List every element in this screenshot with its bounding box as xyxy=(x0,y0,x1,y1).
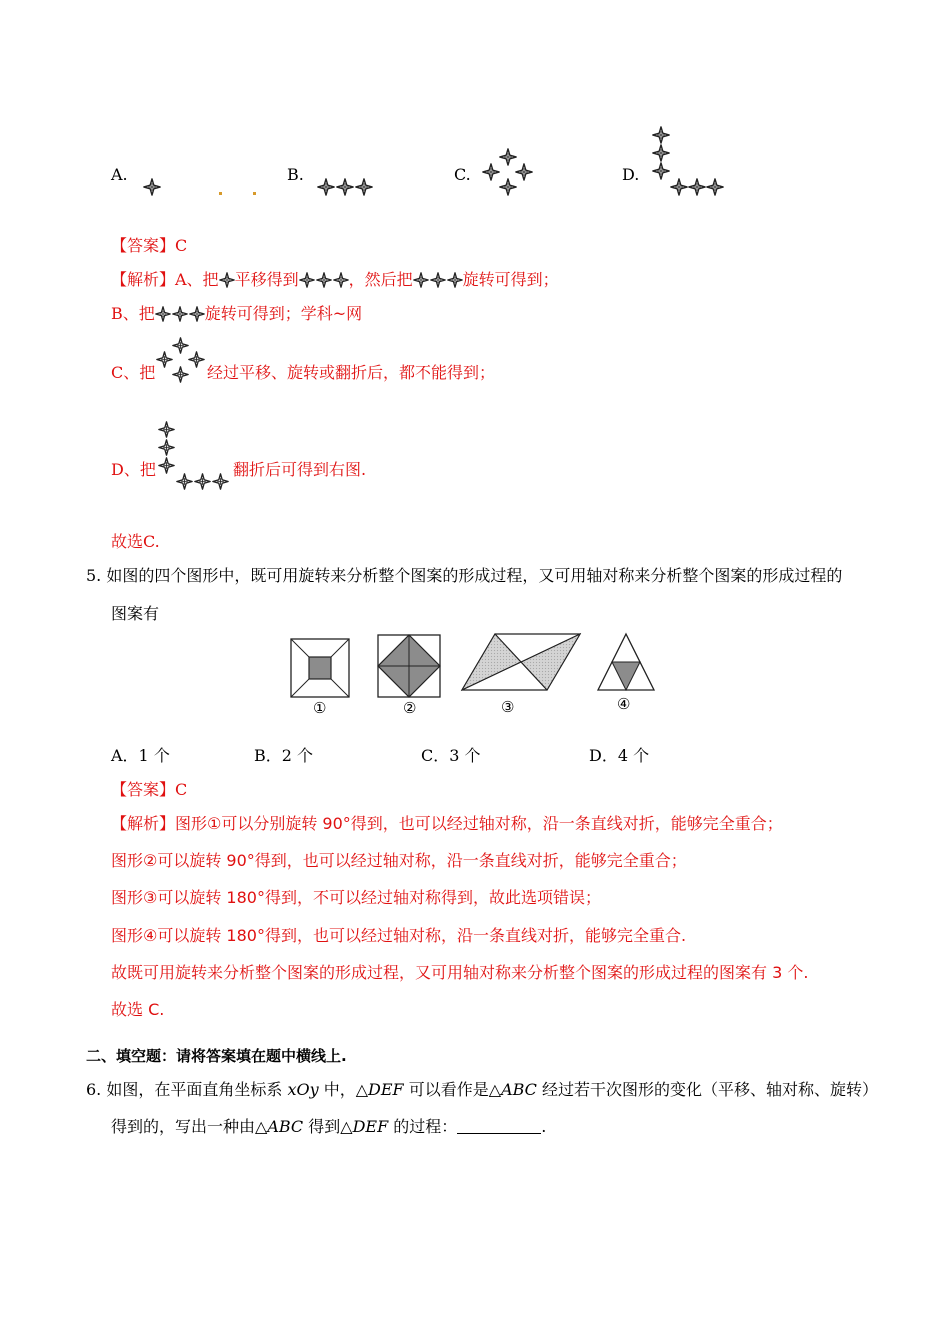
q4-conclusion: 故选C. xyxy=(111,532,160,551)
q4-analysis-c-tail: 经过平移、旋转或翻折后，都不能得到； xyxy=(207,363,496,382)
l-shape-stars-icon xyxy=(652,126,728,198)
q4-option-a-label: A. xyxy=(111,165,128,184)
three-stars-row-icon xyxy=(299,272,349,288)
q5-answer: 【答案】C xyxy=(111,780,188,799)
q5-analysis-line-2: 图形②可以旋转 90°得到，也可以经过轴对称，沿一条直线对折，能够完全重合； xyxy=(111,851,687,870)
figure-2-label: ② xyxy=(403,699,417,717)
figure-2 xyxy=(378,635,440,697)
q5-option-b: B．2 个 xyxy=(254,746,314,765)
star-icon xyxy=(219,272,235,288)
q5-stem-line1: 5. 如图的四个图形中，既可用旋转来分析整个图案的形成过程，又可用轴对称来分析整个图案的形成过程的 xyxy=(86,566,843,585)
q4-analysis-a: 【解析】A、把 平移得到 ，然后把 旋转可得到； xyxy=(111,270,559,289)
q4-analysis-d-tail: 翻折后可得到右图. xyxy=(233,460,367,479)
four-stars-diamond-icon xyxy=(156,337,206,385)
q4-analysis-d-head: D、把 xyxy=(111,460,156,479)
figure-4-label: ④ xyxy=(617,695,631,713)
three-stars-row-icon xyxy=(317,178,375,196)
figure-3-label: ③ xyxy=(501,698,515,716)
section-2-title: 二、填空题：请将答案填在题中横线上. xyxy=(86,1047,347,1065)
three-stars-row-icon xyxy=(413,272,463,288)
q4-analysis-b: B、把 旋转可得到；学科~网 xyxy=(111,304,363,323)
q4-option-c-label: C. xyxy=(454,165,471,184)
q6-line2: 得到的，写出一种由△ABC 得到△DEF 的过程： . xyxy=(111,1117,547,1136)
q5-analysis-line-5: 故既可用旋转来分析整个图案的形成过程，又可用轴对称来分析整个图案的形成过程的图案有 3 个. xyxy=(111,963,809,982)
q5-option-a: A．1 个 xyxy=(111,746,170,765)
three-stars-row-icon xyxy=(155,306,205,322)
q5-analysis-line-1: 【解析】图形①可以分别旋转 90°得到，也可以经过轴对称，沿一条直线对折，能够完全重合； xyxy=(111,814,783,833)
q5-stem-line2: 图案有 xyxy=(111,604,160,623)
q4-option-b-label: B. xyxy=(287,165,304,184)
figure-1 xyxy=(291,639,349,697)
q5-option-d: D．4 个 xyxy=(589,746,650,765)
star-icon xyxy=(143,178,161,196)
l-shape-stars-icon xyxy=(158,421,232,491)
dot-mark xyxy=(253,192,256,195)
q4-analysis-c-head: C、把 xyxy=(111,363,156,382)
figure-1-label: ① xyxy=(313,699,327,717)
four-stars-diamond-icon xyxy=(482,148,534,198)
q5-analysis-line-4: 图形④可以旋转 180°得到，也可以经过轴对称，沿一条直线对折，能够完全重合. xyxy=(111,926,687,945)
q5-analysis-line-6: 故选 C. xyxy=(111,1000,165,1019)
figure-3 xyxy=(462,634,580,690)
q4-option-d-label: D. xyxy=(622,165,640,184)
answer-blank[interactable] xyxy=(457,1118,541,1134)
q4-answer: 【答案】C xyxy=(111,236,188,255)
dot-mark xyxy=(219,192,222,195)
figure-4 xyxy=(598,634,654,690)
q6-line1: 6. 如图，在平面直角坐标系 xOy 中，△DEF 可以看作是△ABC 经过若干次图形的变化（平移、轴对称、旋转） xyxy=(86,1080,879,1099)
q5-analysis-line-3: 图形③可以旋转 180°得到，不可以经过轴对称得到，故此选项错误； xyxy=(111,888,601,907)
q5-option-c: C．3 个 xyxy=(421,746,481,765)
q5-figures xyxy=(280,628,670,722)
